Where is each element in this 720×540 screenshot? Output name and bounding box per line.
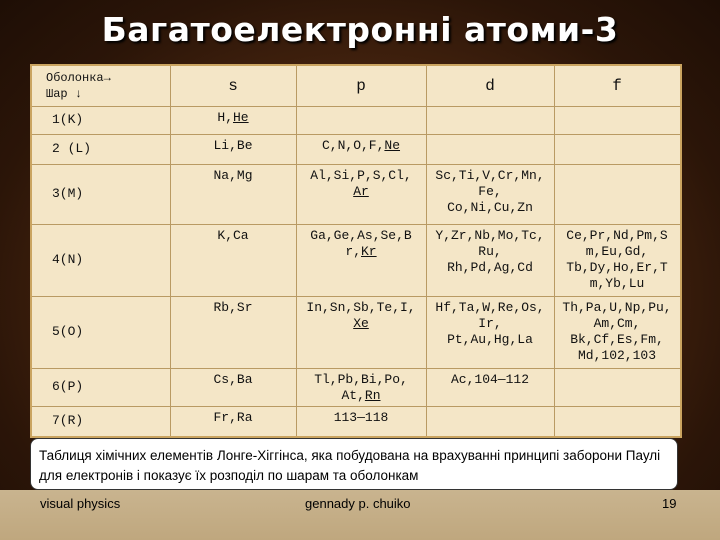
column-header-f: f	[612, 77, 622, 95]
cell-s-row-4	[170, 224, 296, 296]
element-symbols: Al,Si,P,S,Cl,	[310, 168, 412, 183]
shell-axis-label: Оболонка→	[46, 71, 111, 85]
slide-title: Багатоелектронні атоми-3	[101, 10, 619, 49]
element-symbols: Bk,Cf,Es,Fm,	[570, 332, 664, 347]
row-divider	[32, 134, 680, 135]
element-symbols: Sc,Ti,V,Cr,Mn,	[435, 168, 545, 183]
element-symbols: m,Yb,Lu	[589, 276, 645, 291]
element-symbols: Rn	[364, 388, 381, 403]
element-symbols: At,	[341, 388, 365, 403]
cell-p-row-4	[296, 224, 426, 296]
element-symbols: r,	[345, 244, 361, 259]
row-label: 2 (L)	[52, 141, 92, 156]
element-symbols: 113—118	[333, 410, 389, 425]
element-symbols: Ac,104—112	[450, 372, 529, 387]
cell-s-row-7	[170, 406, 296, 436]
element-symbols: Ce,Pr,Nd,Pm,S	[566, 228, 668, 243]
element-symbols: Xe	[353, 316, 369, 331]
row-label: 6(P)	[52, 379, 84, 394]
row-divider	[32, 296, 680, 297]
element-symbols: Cs,Ba	[213, 372, 253, 387]
row-divider	[32, 224, 680, 225]
cell-p-row-2	[296, 134, 426, 164]
cell-d-row-4	[426, 224, 554, 296]
row-label: 4(N)	[52, 252, 84, 267]
element-symbols: Am,Cm,	[593, 316, 641, 331]
element-symbols: Fe,	[478, 184, 502, 199]
column-header-p: p	[356, 77, 366, 95]
row-label: 5(O)	[52, 324, 84, 339]
element-symbols: K,Ca	[217, 228, 249, 243]
column-header-d: d	[485, 77, 495, 95]
row-label: 7(R)	[52, 413, 84, 428]
footer-left: visual physics	[40, 496, 121, 511]
row-label: 1(K)	[52, 112, 84, 127]
element-symbols: Fr,Ra	[213, 410, 253, 425]
element-symbols: Th,Pa,U,Np,Pu,	[562, 300, 672, 315]
table-corner-header	[32, 66, 170, 106]
row-divider	[32, 368, 680, 369]
element-symbols: Kr	[361, 244, 377, 259]
column-divider	[426, 66, 427, 436]
cell-p-row-7	[296, 406, 426, 436]
element-symbols: Md,102,103	[577, 348, 656, 363]
cell-p-row-3	[296, 164, 426, 224]
orbital-table	[30, 64, 682, 438]
element-symbols: Ir,	[478, 316, 502, 331]
element-symbols: m,Eu,Gd,	[585, 244, 649, 259]
element-symbols: Y,Zr,Nb,Mo,Tc,	[435, 228, 545, 243]
layer-axis-label: Шар ↓	[46, 87, 83, 101]
element-symbols: Co,Ni,Cu,Zn	[447, 200, 533, 215]
cell-s-row-3	[170, 164, 296, 224]
cell-p-row-6	[296, 368, 426, 406]
element-symbols: He	[233, 110, 249, 125]
cell-d-row-5	[426, 296, 554, 368]
element-symbols: Rb,Sr	[213, 300, 253, 315]
element-symbols: H,	[217, 110, 233, 125]
column-divider	[554, 66, 555, 436]
element-symbols: Ne	[384, 138, 401, 153]
element-symbols: Li,Be	[213, 138, 253, 153]
cell-d-row-3	[426, 164, 554, 224]
element-symbols: Na,Mg	[213, 168, 253, 183]
element-symbols: Tl,Pb,Bi,Po,	[314, 372, 408, 387]
cell-d-row-6	[426, 368, 554, 406]
page-number: 19	[662, 496, 677, 511]
element-symbols: In,Sn,Sb,Te,I,	[306, 300, 416, 315]
cell-f-row-5	[554, 296, 680, 368]
footer-author: gennady p. chuiko	[305, 496, 411, 511]
element-symbols: C,N,O,F,	[321, 138, 385, 153]
element-symbols: Hf,Ta,W,Re,Os,	[435, 300, 545, 315]
column-divider	[296, 66, 297, 436]
cell-f-row-4	[554, 224, 680, 296]
element-symbols: Ar	[353, 184, 369, 199]
element-symbols: Rh,Pd,Ag,Cd	[447, 260, 533, 275]
cell-s-row-5	[170, 296, 296, 368]
caption-box: Таблиця хімічних елементів Лонге-Хіггінса, яка побудована на врахуванні принципі заборони Паулі для електронів і показує їх розподіл по шарам та оболонкам	[30, 438, 678, 490]
element-symbols: Tb,Dy,Ho,Er,T	[566, 260, 668, 275]
row-label: 3(M)	[52, 186, 84, 201]
column-header-s: s	[228, 77, 238, 95]
element-symbols: Pt,Au,Hg,La	[447, 332, 533, 347]
row-divider	[32, 106, 680, 107]
element-symbols: Ru,	[478, 244, 502, 259]
row-divider	[32, 164, 680, 165]
cell-s-row-2	[170, 134, 296, 164]
column-divider	[170, 66, 171, 436]
row-divider	[32, 406, 680, 407]
cell-p-row-5	[296, 296, 426, 368]
element-symbols: Ga,Ge,As,Se,B	[310, 228, 412, 243]
cell-s-row-1	[170, 106, 296, 134]
cell-s-row-6	[170, 368, 296, 406]
